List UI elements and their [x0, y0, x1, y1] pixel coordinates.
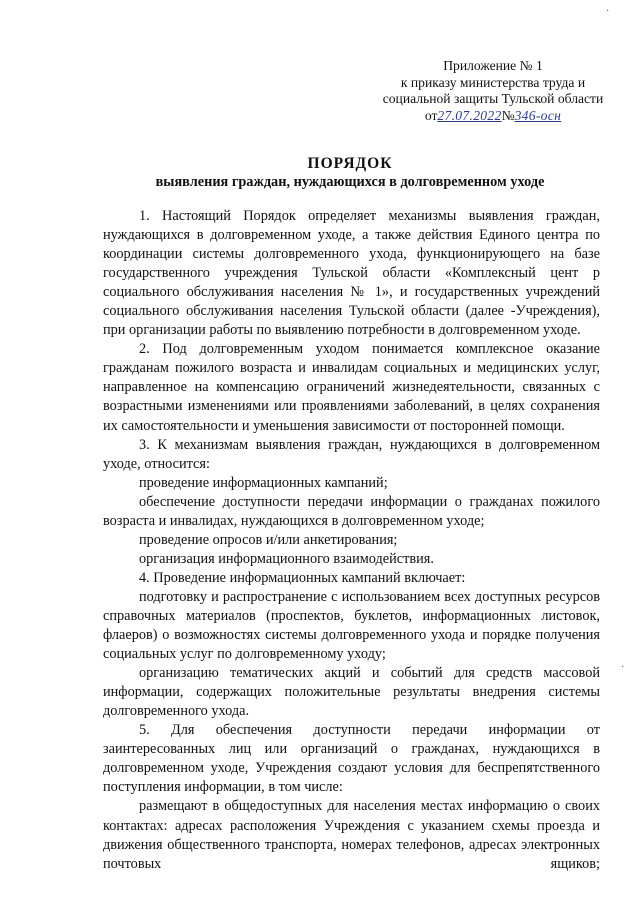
appendix-number: Приложение № 1 — [443, 58, 543, 73]
list-item: проведение опросов и/или анкетирования; — [139, 531, 398, 548]
scan-mark: · — [621, 662, 625, 673]
from-prefix: от — [424, 107, 438, 123]
document-body — [103, 207, 600, 874]
document-title: ПОРЯДОК — [307, 155, 393, 172]
number-sign: № — [501, 107, 515, 123]
list-item: обеспечение доступности передачи информации о гражданах пожилого возраста и инвалидах, нуждающихся в долговременном уходе; — [103, 493, 600, 529]
list-item: проведение информационных кампаний; — [139, 474, 388, 491]
appendix-header — [380, 58, 606, 124]
ministry-name: социальной защиты Тульской области — [382, 91, 604, 106]
paragraph-2: 2. Под долговременным уходом понимается комплексное оказание гражданам пожилого возраста и инвалидам социальных и медицинских услуг, направленное на компенсацию ограничений жизнедеятельности, связанных с возрастными изменениями или проявлениями заболеваний, в целях сохранения их самостоятельности и уменьшения зависимости от посторонней помощи. — [103, 341, 600, 434]
paragraph-3: 3. К механизмам выявления граждан, нуждающихся в долговременном уходе, относится: — [103, 436, 600, 472]
list-item: организация информационного взаимодействия. — [139, 550, 434, 567]
order-reference: к приказу министерства труда и — [400, 74, 586, 90]
handwritten-number: 346-осн — [514, 107, 562, 123]
document-subtitle: выявления граждан, нуждающихся в долговременном уходе — [155, 174, 545, 190]
paragraph-4: 4. Проведение информационных кампаний включает: — [139, 569, 466, 586]
handwritten-date: 27.07.2022 — [437, 107, 502, 123]
paragraph-5: 5. Для обеспечения доступности передачи информации от заинтересованных лиц или организаций о гражданах, нуждающихся в долговременном уходе, Учреждения создают условия для беспрепятственного поступления информации, в том числе: — [103, 722, 600, 796]
list-item: размещают в общедоступных для населения местах информацию о своих контактах: адресах расположения Учреждения с указанием схемы проезда и движения общественного транспорта, номерах телефонов, адресах электронных почтовых ящиков; — [103, 798, 600, 872]
paragraph-1: 1. Настоящий Порядок определяет механизмы выявления граждан, нуждающихся в долговременном уходе, а также действия Единого центра по координации системы долговременного ухода, функционирующего на базе государственного учреждения Тульской области «Комплексный цент р социального обслуживания населения № 1», и государственных учреждений социального обслуживания населения Тульской области (далее -Учреждения), при организации работы по выявлению потребности в долговременном уходе. — [103, 208, 600, 339]
document-title-block — [95, 154, 605, 192]
list-item: организацию тематических акций и событий для средств массовой информации, содержащих положительные результаты внедрения системы долговременного ухода. — [103, 665, 600, 720]
list-item: подготовку и распространение с использованием всех доступных ресурсов справочных материалов (проспектов, буклетов, информационных листовок, флаеров) о возможностях системы долговременного ухода и порядке получения социальных услуг по долговременному уходу; — [103, 588, 600, 663]
order-date-number — [380, 108, 606, 125]
scan-mark: · — [606, 6, 610, 17]
